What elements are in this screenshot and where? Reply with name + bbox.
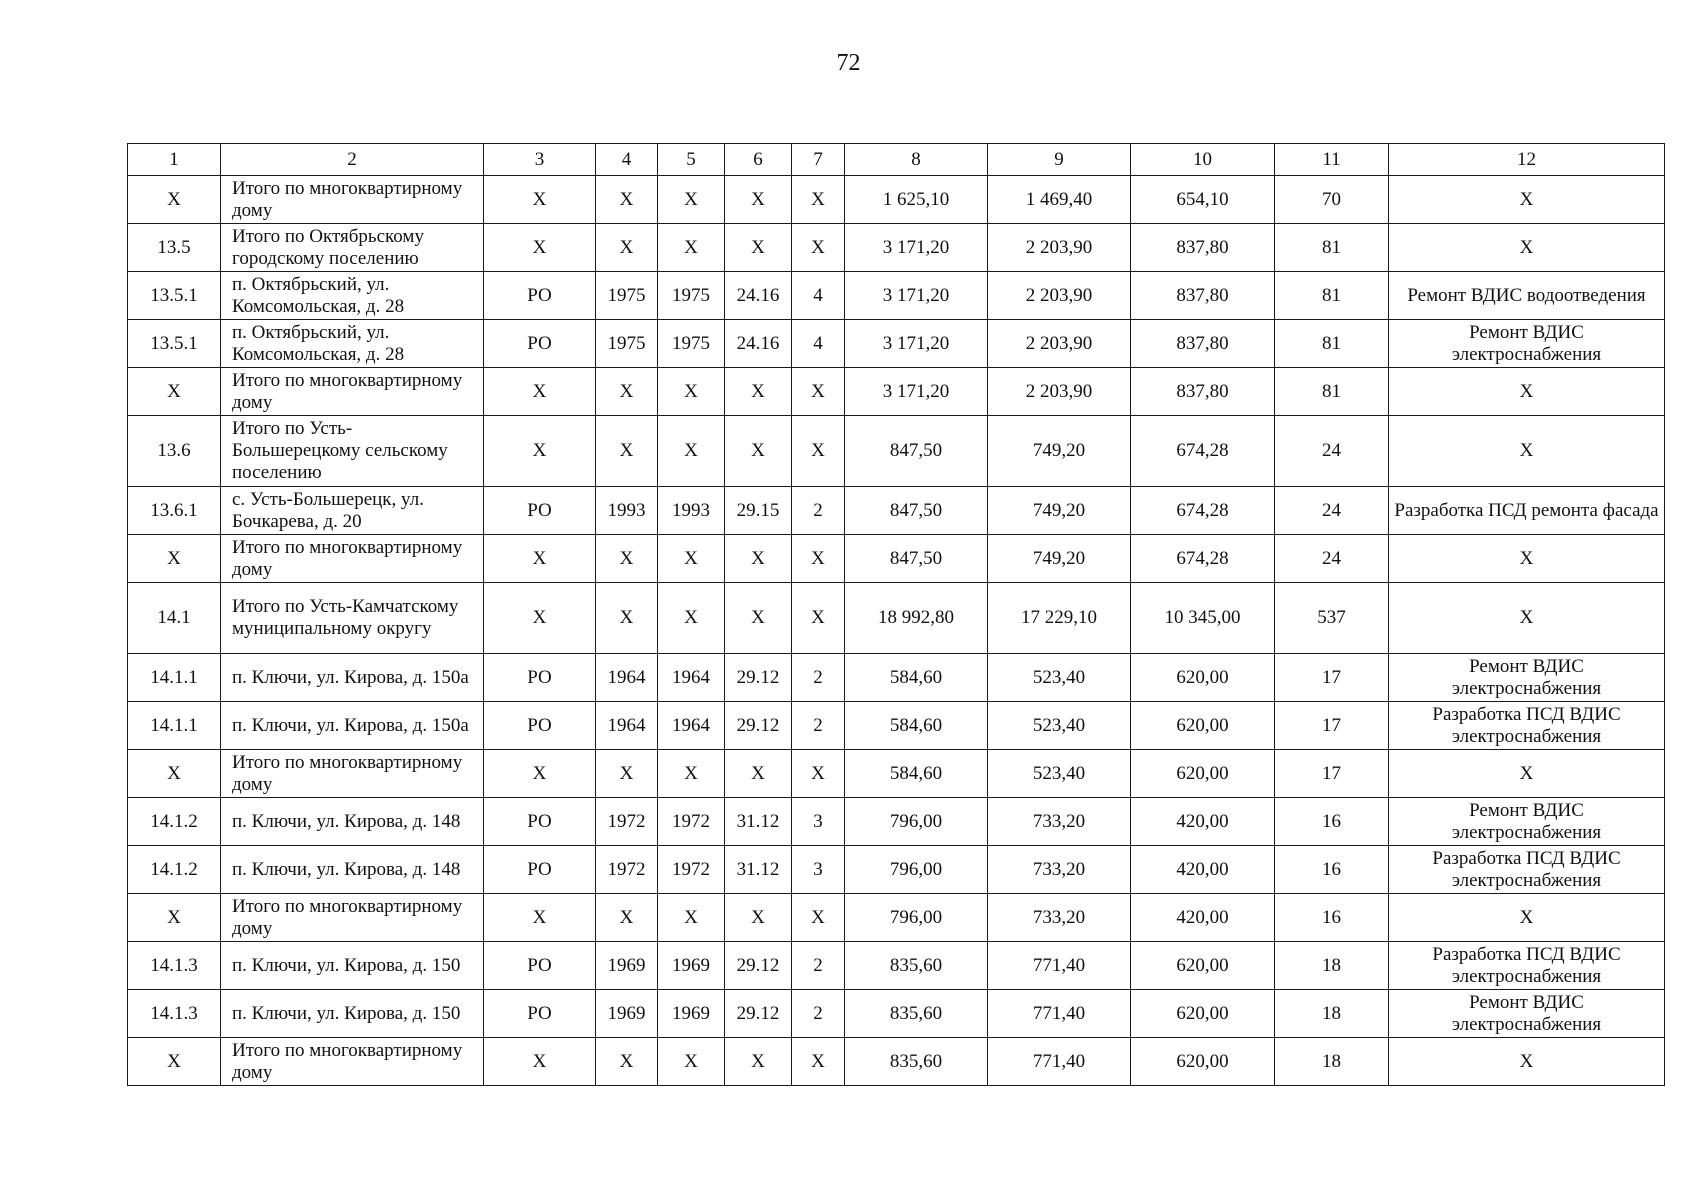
- cell-work-type: Х: [1389, 750, 1665, 798]
- cell-total-area: 796,00: [845, 846, 988, 894]
- cell-management-type: РО: [484, 798, 596, 846]
- cell-wear-code: 29.12: [725, 942, 792, 990]
- cell-floors: Х: [792, 583, 845, 654]
- cell-living-area: 771,40: [988, 1038, 1131, 1086]
- cell-wear-code: 31.12: [725, 798, 792, 846]
- cell-year-commissioned: Х: [658, 1038, 725, 1086]
- cell-wear-code: 24.16: [725, 320, 792, 368]
- column-number-row: [128, 144, 1665, 176]
- column-header-6: 6: [725, 144, 792, 176]
- cell-management-type: Х: [484, 750, 596, 798]
- cell-item-number: 14.1.2: [128, 846, 221, 894]
- cell-residents: 18: [1275, 1038, 1389, 1086]
- cell-item-number: 13.5.1: [128, 320, 221, 368]
- cell-floors: Х: [792, 224, 845, 272]
- cell-cost: 674,28: [1131, 416, 1275, 487]
- cell-cost: 837,80: [1131, 320, 1275, 368]
- cell-floors: 3: [792, 846, 845, 894]
- cell-floors: Х: [792, 1038, 845, 1086]
- cell-year-built: 1964: [596, 702, 658, 750]
- cell-address: п. Ключи, ул. Кирова, д. 150а: [221, 702, 484, 750]
- cell-floors: 3: [792, 798, 845, 846]
- cell-residents: 24: [1275, 487, 1389, 535]
- cell-living-area: 733,20: [988, 846, 1131, 894]
- cell-address: п. Ключи, ул. Кирова, д. 148: [221, 798, 484, 846]
- cell-year-built: Х: [596, 583, 658, 654]
- cell-work-type: Х: [1389, 894, 1665, 942]
- cell-year-built: Х: [596, 535, 658, 583]
- cell-address: Итого по Октябрьскому городскому поселению: [221, 224, 484, 272]
- cell-residents: 81: [1275, 320, 1389, 368]
- cell-cost: 420,00: [1131, 846, 1275, 894]
- cell-year-built: Х: [596, 750, 658, 798]
- cell-floors: Х: [792, 750, 845, 798]
- cell-cost: 674,28: [1131, 535, 1275, 583]
- cell-living-area: 749,20: [988, 487, 1131, 535]
- cell-year-commissioned: 1993: [658, 487, 725, 535]
- cell-living-area: 2 203,90: [988, 368, 1131, 416]
- table-row: [128, 654, 1665, 702]
- cell-total-area: 584,60: [845, 750, 988, 798]
- column-header-8: 8: [845, 144, 988, 176]
- cell-total-area: 835,60: [845, 990, 988, 1038]
- cell-wear-code: Х: [725, 176, 792, 224]
- cell-residents: 16: [1275, 798, 1389, 846]
- cell-item-number: Х: [128, 368, 221, 416]
- cell-year-commissioned: 1969: [658, 990, 725, 1038]
- cell-management-type: Х: [484, 368, 596, 416]
- cell-item-number: 14.1.2: [128, 798, 221, 846]
- cell-work-type: Х: [1389, 535, 1665, 583]
- cell-year-commissioned: Х: [658, 583, 725, 654]
- cell-year-built: 1969: [596, 990, 658, 1038]
- table-row: [128, 702, 1665, 750]
- cell-work-type: Ремонт ВДИС водоотведения: [1389, 272, 1665, 320]
- cell-living-area: 2 203,90: [988, 320, 1131, 368]
- cell-year-commissioned: 1964: [658, 702, 725, 750]
- cell-management-type: РО: [484, 990, 596, 1038]
- cell-total-area: 3 171,20: [845, 224, 988, 272]
- cell-cost: 620,00: [1131, 990, 1275, 1038]
- cell-work-type: Х: [1389, 176, 1665, 224]
- cell-floors: Х: [792, 176, 845, 224]
- table-body: [128, 176, 1665, 1086]
- table-row: [128, 176, 1665, 224]
- cell-floors: 2: [792, 487, 845, 535]
- cell-total-area: 835,60: [845, 1038, 988, 1086]
- cell-address: п. Ключи, ул. Кирова, д. 150: [221, 942, 484, 990]
- cell-item-number: Х: [128, 894, 221, 942]
- cell-residents: 81: [1275, 368, 1389, 416]
- cell-work-type: Х: [1389, 1038, 1665, 1086]
- cell-item-number: 14.1.1: [128, 654, 221, 702]
- table-row: [128, 272, 1665, 320]
- cell-wear-code: Х: [725, 750, 792, 798]
- cell-wear-code: Х: [725, 1038, 792, 1086]
- cell-cost: 620,00: [1131, 750, 1275, 798]
- cell-total-area: 3 171,20: [845, 368, 988, 416]
- cell-item-number: 13.6.1: [128, 487, 221, 535]
- cell-management-type: РО: [484, 654, 596, 702]
- cell-cost: 620,00: [1131, 1038, 1275, 1086]
- cell-cost: 620,00: [1131, 654, 1275, 702]
- cell-living-area: 749,20: [988, 416, 1131, 487]
- cell-wear-code: Х: [725, 368, 792, 416]
- cell-year-built: 1972: [596, 846, 658, 894]
- cell-floors: Х: [792, 368, 845, 416]
- cell-year-built: Х: [596, 894, 658, 942]
- column-header-12: 12: [1389, 144, 1665, 176]
- cell-floors: 4: [792, 320, 845, 368]
- cell-total-area: 847,50: [845, 487, 988, 535]
- cell-living-area: 523,40: [988, 654, 1131, 702]
- cell-living-area: 733,20: [988, 798, 1131, 846]
- cell-total-area: 3 171,20: [845, 272, 988, 320]
- column-header-7: 7: [792, 144, 845, 176]
- cell-year-commissioned: 1975: [658, 320, 725, 368]
- table-row: [128, 320, 1665, 368]
- cell-item-number: Х: [128, 750, 221, 798]
- cell-wear-code: 31.12: [725, 846, 792, 894]
- cell-cost: 420,00: [1131, 798, 1275, 846]
- cell-floors: 2: [792, 702, 845, 750]
- cell-year-commissioned: Х: [658, 176, 725, 224]
- cell-work-type: Ремонт ВДИС электроснабжения: [1389, 320, 1665, 368]
- cell-wear-code: Х: [725, 224, 792, 272]
- table-row: [128, 990, 1665, 1038]
- cell-work-type: Х: [1389, 368, 1665, 416]
- capital-repair-table: [127, 143, 1665, 1086]
- cell-item-number: 13.6: [128, 416, 221, 487]
- cell-item-number: 14.1.3: [128, 990, 221, 1038]
- cell-year-built: Х: [596, 368, 658, 416]
- cell-cost: 620,00: [1131, 942, 1275, 990]
- cell-floors: 2: [792, 654, 845, 702]
- cell-total-area: 18 992,80: [845, 583, 988, 654]
- cell-floors: 4: [792, 272, 845, 320]
- cell-residents: 17: [1275, 702, 1389, 750]
- cell-residents: 81: [1275, 272, 1389, 320]
- cell-management-type: РО: [484, 702, 596, 750]
- cell-management-type: Х: [484, 894, 596, 942]
- cell-address: п. Октябрьский, ул. Комсомольская, д. 28: [221, 272, 484, 320]
- cell-year-commissioned: Х: [658, 894, 725, 942]
- cell-work-type: Разработка ПСД ремонта фасада: [1389, 487, 1665, 535]
- cell-address: п. Ключи, ул. Кирова, д. 150: [221, 990, 484, 1038]
- cell-living-area: 17 229,10: [988, 583, 1131, 654]
- page-number: 72: [836, 50, 861, 76]
- column-header-11: 11: [1275, 144, 1389, 176]
- cell-item-number: 14.1.3: [128, 942, 221, 990]
- cell-address: Итого по многоквартирному дому: [221, 176, 484, 224]
- cell-year-built: 1972: [596, 798, 658, 846]
- cell-year-built: 1975: [596, 272, 658, 320]
- cell-wear-code: 24.16: [725, 272, 792, 320]
- cell-management-type: РО: [484, 942, 596, 990]
- cell-residents: 81: [1275, 224, 1389, 272]
- cell-year-commissioned: 1969: [658, 942, 725, 990]
- cell-address: Итого по многоквартирному дому: [221, 368, 484, 416]
- cell-work-type: Ремонт ВДИС электроснабжения: [1389, 654, 1665, 702]
- cell-living-area: 733,20: [988, 894, 1131, 942]
- cell-address: п. Октябрьский, ул. Комсомольская, д. 28: [221, 320, 484, 368]
- cell-year-built: 1969: [596, 942, 658, 990]
- cell-year-built: Х: [596, 416, 658, 487]
- table-row: [128, 942, 1665, 990]
- cell-living-area: 2 203,90: [988, 272, 1131, 320]
- table-row: [128, 487, 1665, 535]
- column-header-1: 1: [128, 144, 221, 176]
- cell-work-type: Разработка ПСД ВДИС электроснабжения: [1389, 942, 1665, 990]
- cell-item-number: 13.5: [128, 224, 221, 272]
- cell-floors: 2: [792, 990, 845, 1038]
- cell-total-area: 835,60: [845, 942, 988, 990]
- cell-year-commissioned: 1964: [658, 654, 725, 702]
- cell-year-built: 1975: [596, 320, 658, 368]
- table-row: [128, 846, 1665, 894]
- column-header-10: 10: [1131, 144, 1275, 176]
- cell-address: Итого по многоквартирному дому: [221, 894, 484, 942]
- cell-address: Итого по Усть-Камчатскому муниципальному округу: [221, 583, 484, 654]
- cell-year-commissioned: Х: [658, 416, 725, 487]
- cell-year-built: 1964: [596, 654, 658, 702]
- cell-management-type: Х: [484, 224, 596, 272]
- cell-living-area: 749,20: [988, 535, 1131, 583]
- cell-address: Итого по Усть-Большерецкому сельскому поселению: [221, 416, 484, 487]
- column-header-4: 4: [596, 144, 658, 176]
- cell-item-number: 14.1: [128, 583, 221, 654]
- cell-residents: 18: [1275, 990, 1389, 1038]
- cell-cost: 674,28: [1131, 487, 1275, 535]
- table-row: [128, 1038, 1665, 1086]
- cell-floors: Х: [792, 894, 845, 942]
- cell-living-area: 523,40: [988, 750, 1131, 798]
- cell-total-area: 584,60: [845, 654, 988, 702]
- cell-wear-code: 29.12: [725, 654, 792, 702]
- cell-wear-code: Х: [725, 894, 792, 942]
- column-header-2: 2: [221, 144, 484, 176]
- table-row: [128, 224, 1665, 272]
- cell-cost: 654,10: [1131, 176, 1275, 224]
- cell-residents: 18: [1275, 942, 1389, 990]
- cell-floors: Х: [792, 416, 845, 487]
- cell-residents: 70: [1275, 176, 1389, 224]
- cell-management-type: Х: [484, 1038, 596, 1086]
- cell-management-type: РО: [484, 272, 596, 320]
- cell-management-type: РО: [484, 487, 596, 535]
- cell-year-commissioned: Х: [658, 750, 725, 798]
- table-row: [128, 368, 1665, 416]
- cell-management-type: РО: [484, 320, 596, 368]
- cell-item-number: Х: [128, 535, 221, 583]
- cell-work-type: Х: [1389, 224, 1665, 272]
- cell-address: Итого по многоквартирному дому: [221, 750, 484, 798]
- cell-address: п. Ключи, ул. Кирова, д. 150а: [221, 654, 484, 702]
- cell-residents: 24: [1275, 416, 1389, 487]
- cell-management-type: Х: [484, 535, 596, 583]
- cell-management-type: Х: [484, 416, 596, 487]
- cell-wear-code: 29.15: [725, 487, 792, 535]
- cell-work-type: Х: [1389, 416, 1665, 487]
- cell-item-number: 13.5.1: [128, 272, 221, 320]
- cell-residents: 17: [1275, 750, 1389, 798]
- cell-floors: 2: [792, 942, 845, 990]
- cell-wear-code: Х: [725, 535, 792, 583]
- cell-year-commissioned: 1975: [658, 272, 725, 320]
- cell-year-commissioned: 1972: [658, 846, 725, 894]
- cell-year-commissioned: Х: [658, 224, 725, 272]
- table-row: [128, 416, 1665, 487]
- cell-year-built: 1993: [596, 487, 658, 535]
- cell-residents: 16: [1275, 846, 1389, 894]
- table-header: [128, 144, 1665, 176]
- cell-total-area: 3 171,20: [845, 320, 988, 368]
- cell-total-area: 1 625,10: [845, 176, 988, 224]
- cell-residents: 16: [1275, 894, 1389, 942]
- cell-management-type: Х: [484, 176, 596, 224]
- cell-work-type: Ремонт ВДИС электроснабжения: [1389, 990, 1665, 1038]
- table-row: [128, 894, 1665, 942]
- cell-item-number: 14.1.1: [128, 702, 221, 750]
- cell-living-area: 1 469,40: [988, 176, 1131, 224]
- cell-cost: 837,80: [1131, 272, 1275, 320]
- column-header-3: 3: [484, 144, 596, 176]
- cell-management-type: РО: [484, 846, 596, 894]
- cell-address: с. Усть-Большерецк, ул. Бочкарева, д. 20: [221, 487, 484, 535]
- cell-total-area: 847,50: [845, 535, 988, 583]
- cell-address: Итого по многоквартирному дому: [221, 535, 484, 583]
- cell-living-area: 771,40: [988, 990, 1131, 1038]
- cell-cost: 837,80: [1131, 224, 1275, 272]
- cell-total-area: 847,50: [845, 416, 988, 487]
- table-row: [128, 798, 1665, 846]
- cell-item-number: Х: [128, 176, 221, 224]
- cell-year-commissioned: Х: [658, 368, 725, 416]
- cell-floors: Х: [792, 535, 845, 583]
- cell-work-type: Разработка ПСД ВДИС электроснабжения: [1389, 702, 1665, 750]
- cell-total-area: 584,60: [845, 702, 988, 750]
- cell-living-area: 2 203,90: [988, 224, 1131, 272]
- cell-cost: 837,80: [1131, 368, 1275, 416]
- cell-living-area: 771,40: [988, 942, 1131, 990]
- cell-cost: 620,00: [1131, 702, 1275, 750]
- cell-wear-code: Х: [725, 583, 792, 654]
- column-header-9: 9: [988, 144, 1131, 176]
- cell-year-built: Х: [596, 176, 658, 224]
- cell-wear-code: 29.12: [725, 702, 792, 750]
- cell-address: п. Ключи, ул. Кирова, д. 148: [221, 846, 484, 894]
- cell-item-number: Х: [128, 1038, 221, 1086]
- table-row: [128, 583, 1665, 654]
- cell-total-area: 796,00: [845, 894, 988, 942]
- cell-year-built: Х: [596, 1038, 658, 1086]
- cell-cost: 420,00: [1131, 894, 1275, 942]
- cell-work-type: Разработка ПСД ВДИС электроснабжения: [1389, 846, 1665, 894]
- column-header-5: 5: [658, 144, 725, 176]
- cell-total-area: 796,00: [845, 798, 988, 846]
- cell-work-type: Ремонт ВДИС электроснабжения: [1389, 798, 1665, 846]
- cell-management-type: Х: [484, 583, 596, 654]
- cell-residents: 537: [1275, 583, 1389, 654]
- cell-year-commissioned: 1972: [658, 798, 725, 846]
- cell-address: Итого по многоквартирному дому: [221, 1038, 484, 1086]
- table-row: [128, 535, 1665, 583]
- cell-wear-code: Х: [725, 416, 792, 487]
- cell-living-area: 523,40: [988, 702, 1131, 750]
- cell-work-type: Х: [1389, 583, 1665, 654]
- cell-cost: 10 345,00: [1131, 583, 1275, 654]
- cell-residents: 17: [1275, 654, 1389, 702]
- cell-wear-code: 29.12: [725, 990, 792, 1038]
- cell-year-commissioned: Х: [658, 535, 725, 583]
- cell-year-built: Х: [596, 224, 658, 272]
- table-row: [128, 750, 1665, 798]
- cell-residents: 24: [1275, 535, 1389, 583]
